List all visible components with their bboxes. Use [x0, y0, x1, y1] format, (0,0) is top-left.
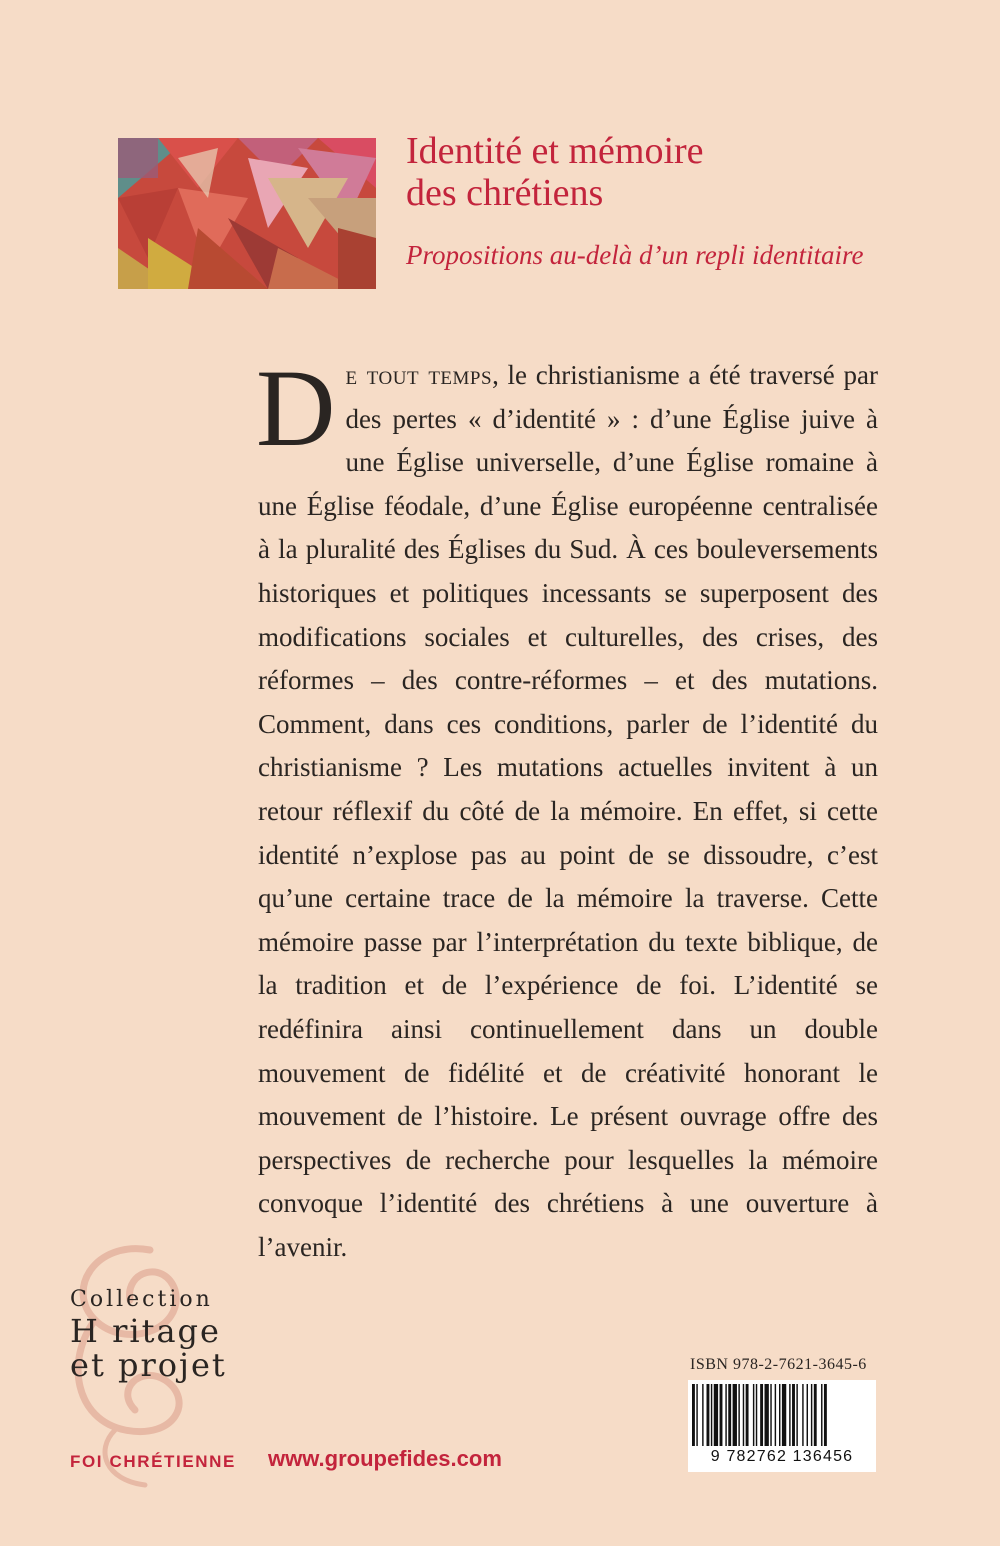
title-line-2: des chrétiens — [406, 172, 604, 214]
barcode-bar — [807, 1384, 808, 1446]
isbn-label: ISBN 978-2-7621-3645-6 — [690, 1356, 867, 1373]
barcode-bar — [811, 1384, 812, 1446]
barcode-bar — [765, 1384, 769, 1446]
barcode-bar — [702, 1384, 703, 1446]
series-label: FOI CHRÉTIENNE — [70, 1452, 236, 1471]
barcode-bar — [802, 1384, 803, 1446]
barcode-bar — [696, 1384, 697, 1446]
barcode-bars-icon — [688, 1380, 876, 1450]
book-title — [406, 130, 966, 214]
barcode-bar — [789, 1384, 790, 1446]
barcode-bar — [720, 1384, 723, 1446]
barcode-bar — [743, 1384, 744, 1446]
barcode-bar — [814, 1384, 817, 1446]
summary-text: , le christianisme a été traversé par des pertes « d’identité » : d’une Église juive à une Église universelle, d’une Église romaine à une Église féodale, d’une Église européenne centralisée à la pluralité des Églises du Sud. À ces bouleversements historiques et politiques incessants se superposent des modifications sociales et culturelles, des crises, des réformes – des contre-réformes – et des mutations. Comment, dans ces conditions, parler de l’identité du christianisme ? Les mutations actuelles invitent à un retour réflexif du côté de la mémoire. En effet, si cette identité n’explose pas au point de se dissoudre, c’est qu’une certaine trace de la mémoire la traverse. Cette mémoire passe par l’interprétation du texte biblique, de la tradition et de l’expérience de foi. L’identité se redéfinira ainsi continuellement dans un double mouvement de fidélité et de créativité honorant le mouvement de l’histoire. Le présent ouvrage offre des perspectives de recherche pour lesquelles la mémoire convoque l’identité des chrétiens à une ouverture à l’avenir. — [258, 360, 878, 1262]
barcode-bar — [707, 1384, 710, 1446]
barcode-bar — [714, 1384, 718, 1446]
barcode-bar — [821, 1384, 822, 1446]
collection-block — [70, 1286, 227, 1382]
barcode-bar — [692, 1384, 695, 1446]
drop-cap: D — [256, 347, 336, 469]
back-cover-summary — [256, 347, 878, 1269]
publisher-website-link[interactable]: www.groupefides.com — [268, 1446, 502, 1471]
barcode-number: 9 782762 136456 — [710, 1448, 854, 1465]
barcode-bar — [733, 1384, 737, 1446]
barcode-bar — [753, 1384, 754, 1446]
barcode-bar — [775, 1384, 776, 1446]
barcode-bar — [760, 1384, 763, 1446]
barcode-bar — [782, 1384, 786, 1446]
barcode-bar — [792, 1384, 795, 1446]
barcode-bar — [746, 1384, 749, 1446]
barcode-bar — [756, 1384, 757, 1446]
cover-painting — [118, 138, 376, 289]
collection-label: Collection — [70, 1287, 213, 1312]
barcode-bar — [711, 1384, 712, 1446]
book-subtitle: Propositions au-delà d’un repli identitaire — [406, 240, 864, 270]
barcode-bar — [738, 1384, 739, 1446]
collection-name-line-2: et projet — [70, 1346, 227, 1384]
barcode-bar — [796, 1384, 797, 1446]
barcode-bar — [770, 1384, 771, 1446]
barcode-bar — [725, 1384, 726, 1446]
title-line-1: Identité et mémoire — [406, 130, 704, 172]
barcode-bar — [779, 1384, 780, 1446]
abstract-painting-image — [118, 138, 376, 289]
lead-small-caps: e tout temps — [345, 360, 493, 390]
barcode-bar — [728, 1384, 731, 1446]
barcode-bar — [824, 1384, 827, 1446]
barcode — [688, 1380, 876, 1472]
collection-name-line-1: H ritage — [70, 1312, 221, 1350]
